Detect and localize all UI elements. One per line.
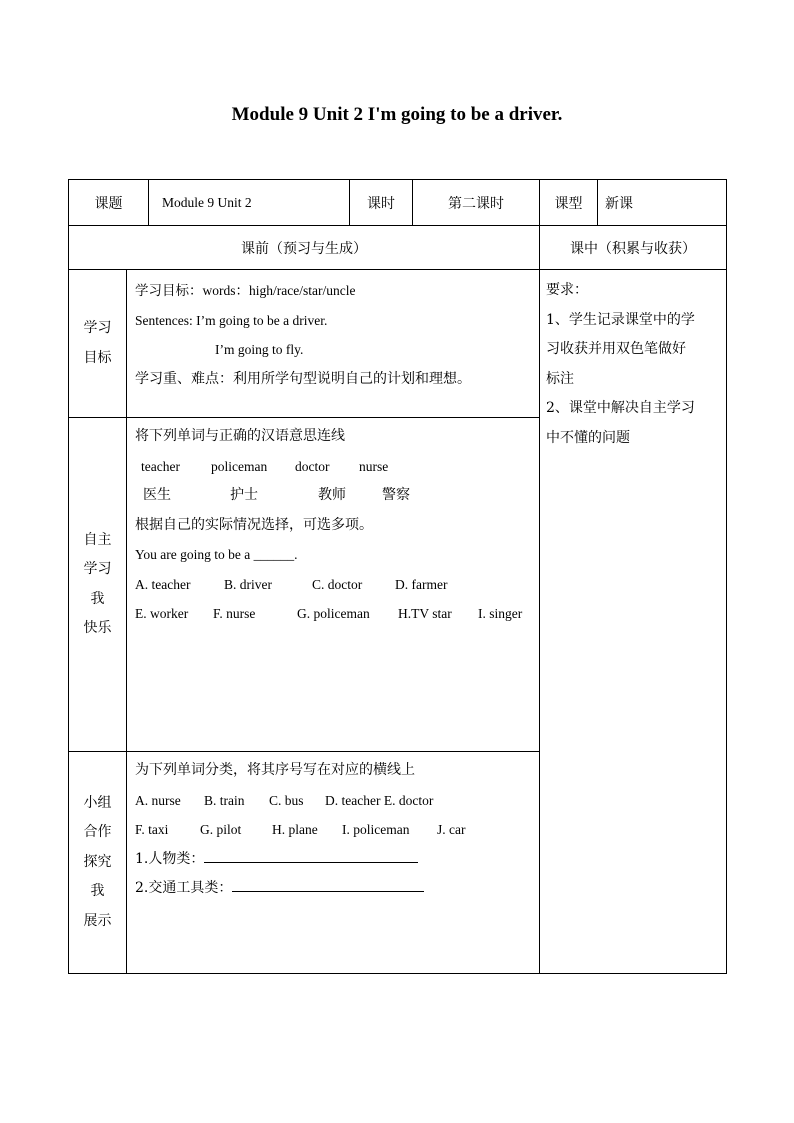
classify-option-a: A. nurse bbox=[135, 792, 181, 808]
word-doctor-cn: 医生 bbox=[143, 487, 171, 503]
category-people-label: 1.人物类： bbox=[135, 850, 205, 867]
self-study-label: 自主 学习 我 快乐 bbox=[69, 418, 127, 752]
english-word-list bbox=[135, 452, 531, 482]
classify-option-b: B. train bbox=[204, 792, 245, 808]
req-line-3: 习收获并用双色笔做好 bbox=[546, 341, 686, 357]
category-transport-label: 2.交通工具类： bbox=[135, 880, 233, 896]
req-line-2: 1、学生记录课堂中的学 bbox=[546, 311, 695, 328]
word-nurse: nurse bbox=[359, 458, 389, 474]
option-a: A. teacher bbox=[135, 576, 191, 592]
classify-instruction: 为下列单词分类，将其序号写在对应的横线上 bbox=[135, 762, 415, 778]
option-c: C. doctor bbox=[312, 576, 363, 592]
group-work-content bbox=[127, 752, 540, 974]
topic-label: 课题 bbox=[69, 180, 149, 226]
goals-content bbox=[127, 270, 540, 418]
header-row bbox=[69, 180, 727, 226]
goals-label: 学习 目标 bbox=[69, 270, 127, 418]
period-value: 第二课时 bbox=[413, 180, 540, 226]
choice-options-row-2 bbox=[135, 599, 531, 629]
chinese-word-list bbox=[135, 481, 531, 511]
classify-option-g: G. pilot bbox=[200, 822, 242, 837]
classify-options-row-2 bbox=[135, 815, 531, 845]
choice-question: You are going to be a ______. bbox=[135, 547, 298, 562]
choice-options-row-1 bbox=[135, 570, 531, 600]
classify-option-f: F. taxi bbox=[135, 822, 169, 837]
req-line-5: 2、课堂中解决自主学习 bbox=[546, 400, 695, 416]
option-i: I. singer bbox=[478, 606, 523, 621]
classify-options-row-1 bbox=[135, 786, 531, 816]
option-b: B. driver bbox=[224, 576, 272, 592]
type-label: 课型 bbox=[540, 180, 598, 226]
choice-instruction: 根据自己的实际情况选择，可选多项。 bbox=[135, 516, 373, 533]
option-g: G. policeman bbox=[297, 606, 370, 621]
category-transport bbox=[135, 874, 531, 904]
goals-words-line: 学习目标：words：high/race/star/uncle bbox=[135, 283, 356, 298]
goals-row bbox=[69, 270, 727, 418]
classify-option-j: J. car bbox=[437, 822, 466, 837]
period-label: 课时 bbox=[350, 180, 413, 226]
classify-option-i: I. policeman bbox=[342, 822, 410, 837]
req-line-6: 中不懂的问题 bbox=[546, 429, 630, 446]
document-title: Module 9 Unit 2 I'm going to be a driver. bbox=[231, 104, 563, 125]
req-line-1: 要求： bbox=[546, 282, 588, 298]
word-teacher: teacher bbox=[141, 458, 180, 474]
word-police-cn: 警察 bbox=[382, 487, 410, 503]
classify-option-c: C. bus bbox=[269, 792, 304, 808]
section-row bbox=[69, 226, 727, 270]
word-nurse-cn: 护士 bbox=[230, 487, 258, 503]
option-d: D. farmer bbox=[395, 576, 448, 592]
group-work-label: 小组 合作 探究 我 展示 bbox=[69, 752, 127, 974]
type-value: 新课 bbox=[598, 180, 727, 226]
word-doctor: doctor bbox=[295, 458, 330, 474]
before-class-heading: 课前（预习与生成） bbox=[69, 226, 540, 270]
classify-option-d-e: D. teacher E. doctor bbox=[325, 792, 434, 808]
category-transport-answer-line[interactable] bbox=[232, 877, 424, 892]
matching-instruction: 将下列单词与正确的汉语意思连线 bbox=[135, 428, 345, 444]
word-policeman: policeman bbox=[211, 458, 268, 474]
category-people-answer-line[interactable] bbox=[204, 848, 418, 863]
word-teacher-cn: 教师 bbox=[318, 487, 346, 503]
category-people bbox=[135, 845, 531, 875]
req-line-4: 标注 bbox=[546, 370, 574, 387]
classify-option-h: H. plane bbox=[272, 822, 318, 837]
option-h: H.TV star bbox=[398, 606, 452, 621]
goals-key-points: 学习重、难点：利用所学句型说明自己的计划和理想。 bbox=[135, 370, 471, 387]
requirements-cell bbox=[540, 270, 727, 974]
goals-sentence-1: Sentences: I’m going to be a driver. bbox=[135, 312, 328, 328]
self-study-content bbox=[127, 418, 540, 752]
lesson-plan-table bbox=[68, 179, 727, 974]
option-e: E. worker bbox=[135, 606, 189, 621]
goals-sentence-2: I’m going to fly. bbox=[215, 342, 304, 357]
option-f: F. nurse bbox=[213, 606, 256, 621]
topic-value: Module 9 Unit 2 bbox=[149, 180, 350, 226]
in-class-heading: 课中（积累与收获） bbox=[540, 226, 727, 270]
